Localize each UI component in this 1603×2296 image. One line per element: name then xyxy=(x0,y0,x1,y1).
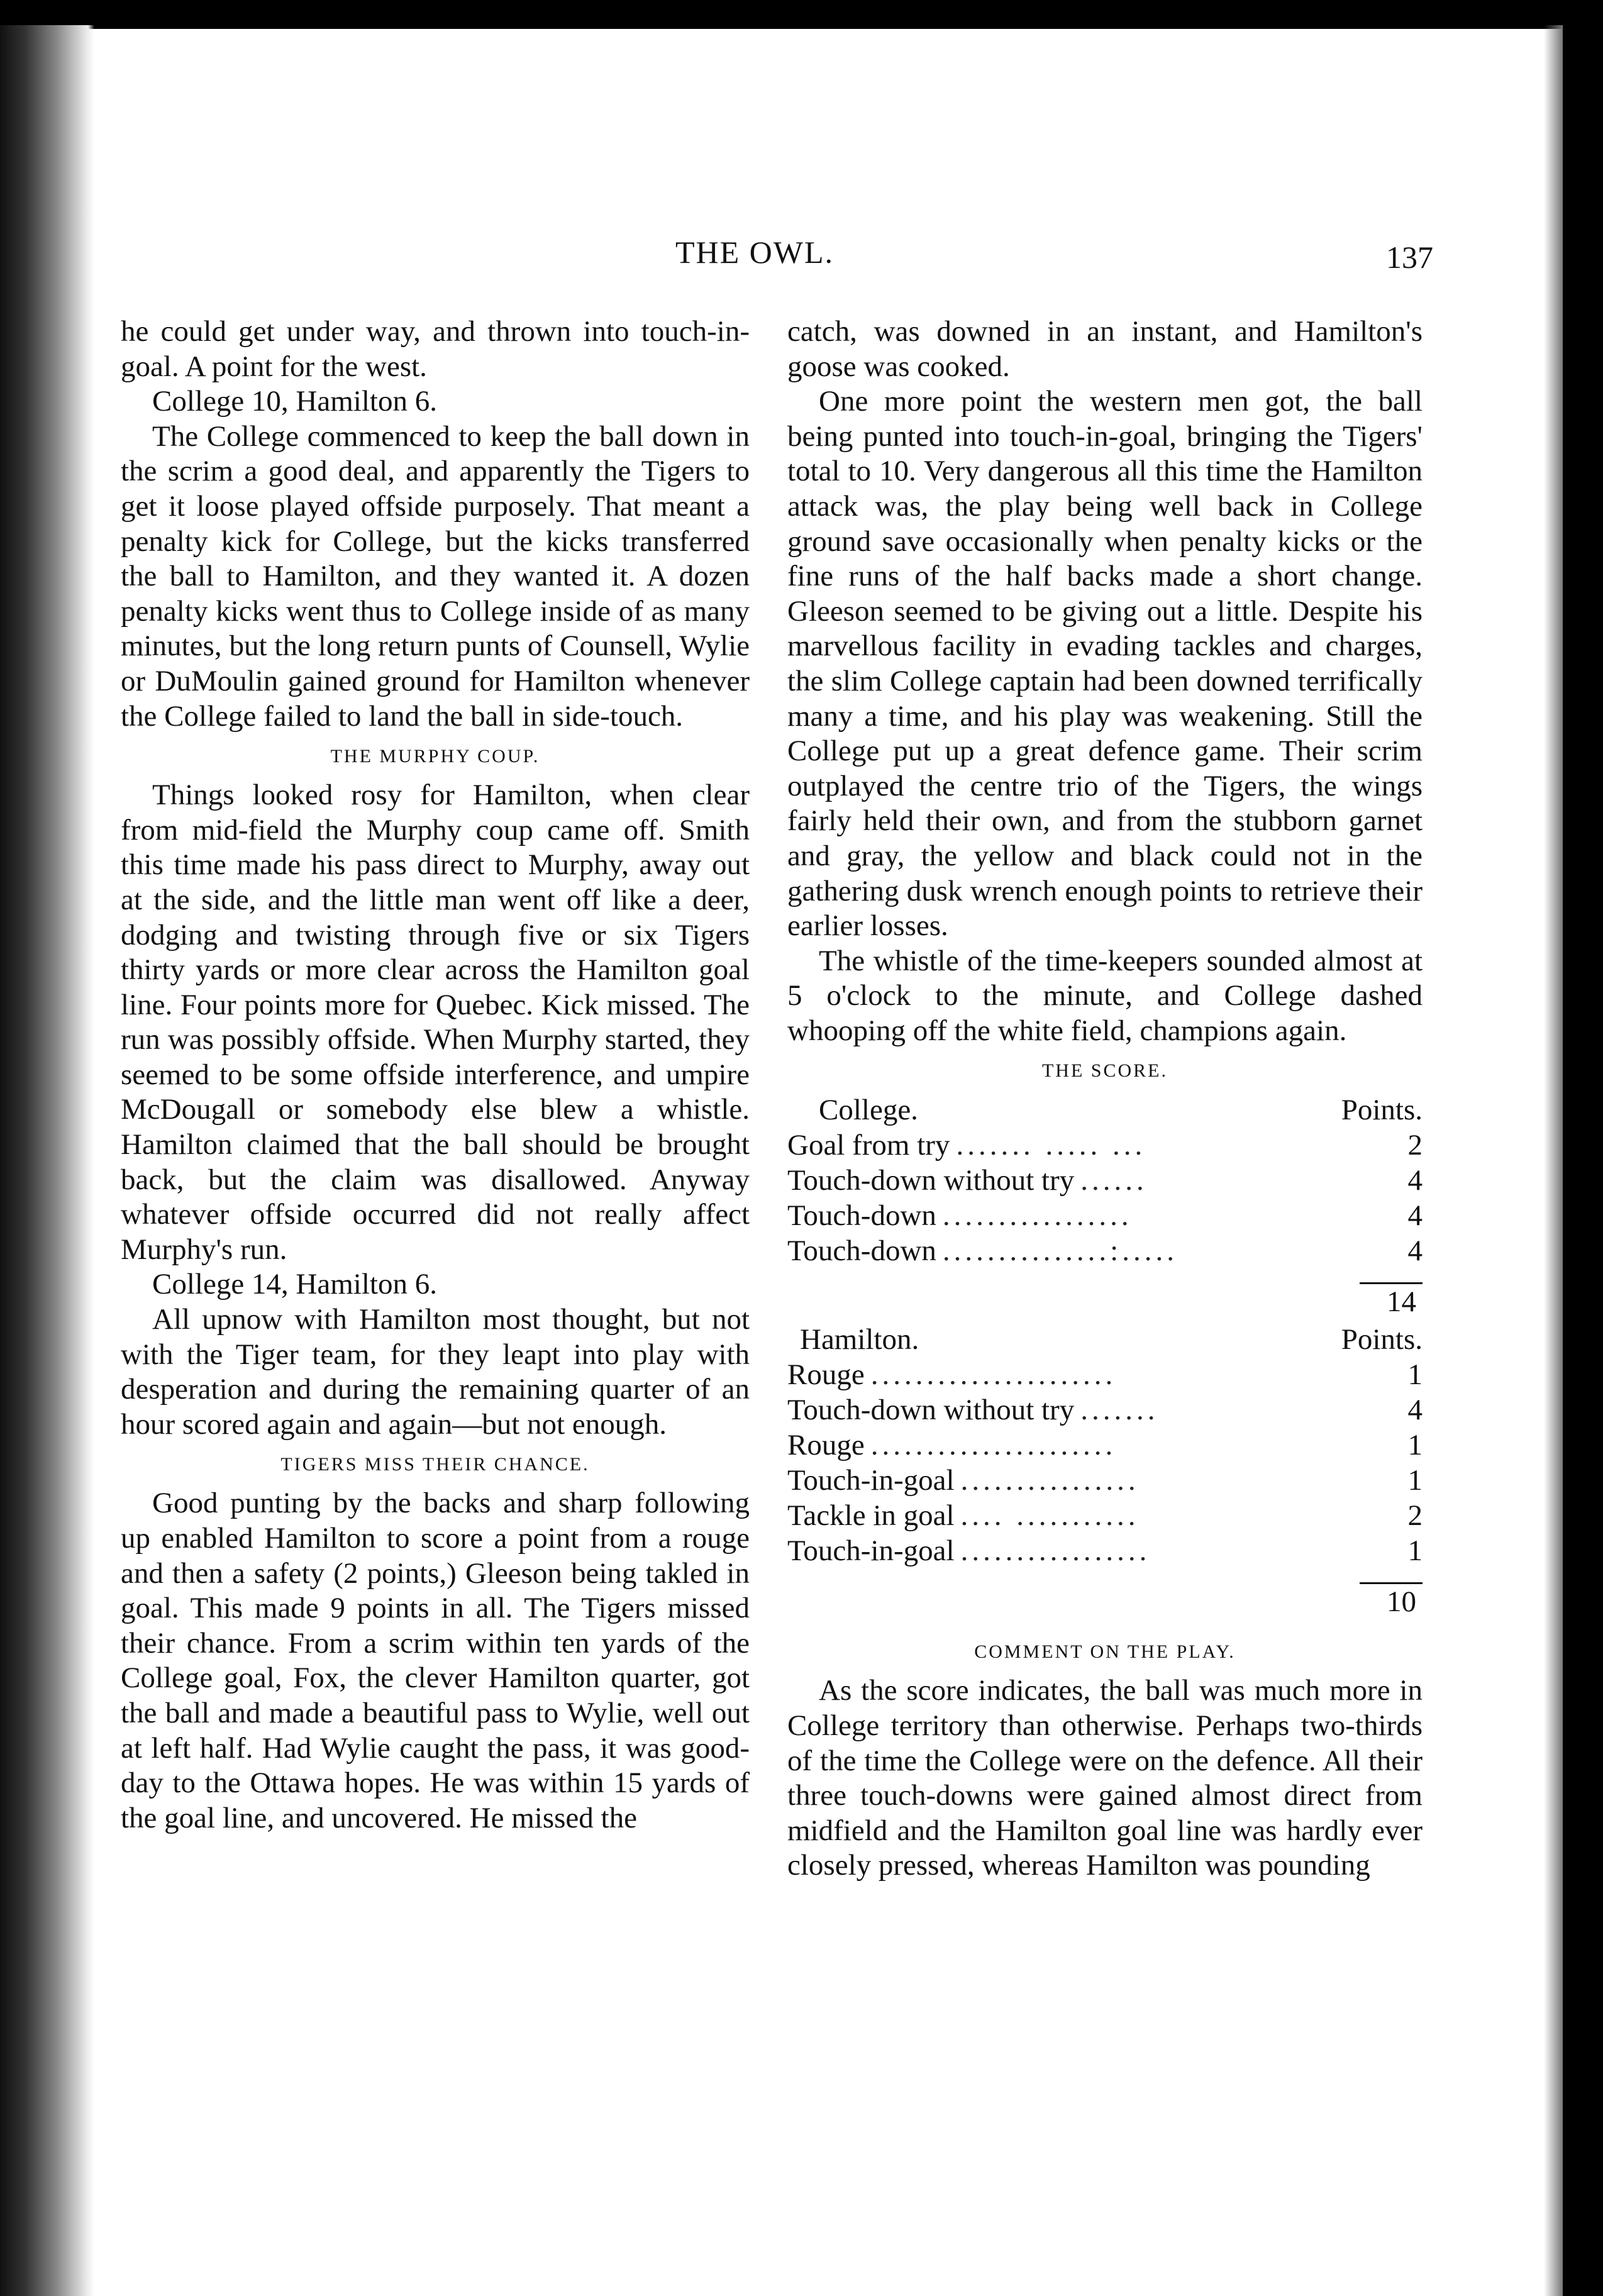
leader-dots: ....... ..... ... xyxy=(956,1129,1146,1162)
right-column xyxy=(787,314,1423,1883)
score-label: Touch-in-goal xyxy=(787,1534,955,1568)
score-row xyxy=(787,1392,1423,1428)
team-name: Hamilton. xyxy=(800,1323,919,1356)
score-row xyxy=(787,1163,1423,1198)
section-heading: THE MURPHY COUP. xyxy=(330,746,540,767)
left-binding-shadow xyxy=(0,25,94,2296)
score-rows xyxy=(787,1128,1423,1268)
score-label: Rouge xyxy=(787,1358,865,1392)
leader-dots: ....... xyxy=(1080,1394,1159,1427)
paragraph: The whistle of the time-keepers sounded almost at 5 o'clock to the minute, and College dashed whooping off the white field, champions again. xyxy=(787,944,1423,1047)
score-points: 4 xyxy=(1407,1199,1423,1233)
leader-dots: ................. xyxy=(960,1534,1151,1568)
paragraph: catch, was downed in an instant, and Hamilton's goose was cooked. xyxy=(787,315,1423,383)
score-total: 10 xyxy=(1387,1585,1416,1619)
section-heading: THE SCORE. xyxy=(1041,1060,1168,1082)
score-points: 4 xyxy=(1407,1394,1423,1427)
score-label: Touch-down without try xyxy=(787,1394,1075,1427)
score-table-college xyxy=(787,1092,1423,1319)
score-table-hamilton xyxy=(787,1322,1423,1619)
leader-dots: .... ........... xyxy=(960,1499,1140,1533)
left-column xyxy=(121,314,750,1836)
points-header: Points. xyxy=(1341,1094,1423,1127)
leader-dots: ................ xyxy=(960,1464,1140,1497)
score-label: Touch-down without try xyxy=(787,1164,1075,1197)
score-total: 14 xyxy=(1387,1285,1416,1319)
running-score: College 10, Hamilton 6. xyxy=(152,385,437,418)
paragraph: Good punting by the backs and sharp following up enabled Hamilton to score a point from a rouge and then a safety (2 points,) Gleeson being takled in goal. This made 9 points in all. The Tigers missed their chance. From a scrim within ten yards of the College goal, Fox, the clever Hamilton quarter, got the ball and made a beautiful pass to Wylie, well out at left half. Had Wylie caught the pass, it was good-day to the Ottawa hopes. He was within 15 yards of the goal line, and uncovered. He missed the xyxy=(121,1487,750,1834)
running-score: College 14, Hamilton 6. xyxy=(152,1268,437,1301)
leader-dots: ...................... xyxy=(870,1358,1117,1392)
score-points: 1 xyxy=(1407,1429,1423,1462)
score-row xyxy=(787,1498,1423,1533)
paragraph: he could get under way, and thrown into touch-in-goal. A point for the west. xyxy=(121,315,750,383)
leader-dots: ...................... xyxy=(870,1429,1117,1462)
paragraph: Things looked rosy for Hamilton, when clear from mid-field the Murphy coup came off. Smith this time made his pass direct to Murphy, away out at the side, and the little man went off like a deer, dodging and twisting through five or six Tigers thirty yards or more clear across the Hamilton goal line. Four points more for Quebec. Kick missed. The run was possibly offside. When Murphy started, they seemed to be some offside interference, and umpire McDougall or somebody else blew a whistle. Hamilton claimed that the ball should be brought back, but the claim was disallowed. Anyway whatever offside occurred did not really affect Murphy's run. xyxy=(121,779,750,1266)
leader-dots: ...............:..... xyxy=(942,1234,1178,1268)
score-label: Rouge xyxy=(787,1429,865,1462)
running-title: THE OWL. xyxy=(675,235,835,270)
score-row xyxy=(787,1463,1423,1498)
score-points: 2 xyxy=(1407,1129,1423,1162)
score-label: Tackle in goal xyxy=(787,1499,955,1533)
score-label: Touch-in-goal xyxy=(787,1464,955,1497)
paragraph: One more point the western men got, the ball being punted into touch-in-goal, bringing the Tigers' total to 10. Very dangerous all this time the Hamilton attack was, the play being well back in College ground save occasionally when penalty kicks or the fine runs of the half backs made a short change. Gleeson seemed to be giving out a little. Despite his marvellous facility in evading tackles and charges, the slim College captain had been downed terrifically many a time, and his play was weakening. Still the College put up a great defence game. Their scrim outplayed the centre trio of the Tigers, the wings fairly held their own, and from the stubborn garnet and gray, the yellow and black could not in the gathering dusk wrench enough points to retrieve their earlier losses. xyxy=(787,385,1423,943)
top-scan-border xyxy=(0,0,1603,29)
paragraph: The College commenced to keep the ball down in the scrim a good deal, and apparently the Tigers to get it loose played offside purposely. That meant a penalty kick for College, but the kicks transferred the ball to Hamilton, and they wanted it. A dozen penalty kicks went thus to College inside of as many minutes, but the long return punts of Counsell, Wylie or DuMoulin gained ground for Hamilton whenever the College failed to land the ball in side-touch. xyxy=(121,419,750,733)
page-number: 137 xyxy=(1386,240,1433,275)
score-row xyxy=(787,1428,1423,1463)
score-table-header xyxy=(787,1322,1423,1357)
leader-dots: ................. xyxy=(942,1199,1133,1233)
section-heading: TIGERS MISS THEIR CHANCE. xyxy=(280,1454,590,1475)
score-label: Touch-down xyxy=(787,1234,936,1268)
score-row xyxy=(787,1198,1423,1233)
score-rows xyxy=(787,1357,1423,1568)
score-row xyxy=(787,1128,1423,1163)
paragraph: As the score indicates, the ball was much more in College territory than otherwise. Perhaps two-thirds of the time the College were on the defence. All their three touch-downs were gained almost direct from midfield and the Hamilton goal line was hardly ever closely pressed, whereas Hamilton was pounding xyxy=(787,1674,1423,1882)
right-scan-border xyxy=(1563,25,1603,2296)
score-points: 4 xyxy=(1407,1164,1423,1197)
score-label: Goal from try xyxy=(787,1129,950,1162)
score-points: 1 xyxy=(1407,1464,1423,1497)
paragraph: All upnow with Hamilton most thought, but not with the Tiger team, for they leapt into play with desperation and during the remaining quarter of an hour scored again and again—but not enough. xyxy=(121,1303,750,1441)
score-row xyxy=(787,1233,1423,1268)
right-edge-shadow xyxy=(1544,25,1563,2296)
score-points: 1 xyxy=(1407,1358,1423,1392)
section-heading: COMMENT ON THE PLAY. xyxy=(974,1641,1236,1663)
score-row xyxy=(787,1533,1423,1568)
team-name: College. xyxy=(819,1094,918,1127)
score-points: 4 xyxy=(1407,1234,1423,1268)
score-row xyxy=(787,1357,1423,1392)
score-points: 1 xyxy=(1407,1534,1423,1568)
points-header: Points. xyxy=(1341,1323,1423,1356)
score-label: Touch-down xyxy=(787,1199,936,1233)
leader-dots: ...... xyxy=(1080,1164,1148,1197)
score-points: 2 xyxy=(1407,1499,1423,1533)
score-table-header xyxy=(787,1092,1423,1128)
